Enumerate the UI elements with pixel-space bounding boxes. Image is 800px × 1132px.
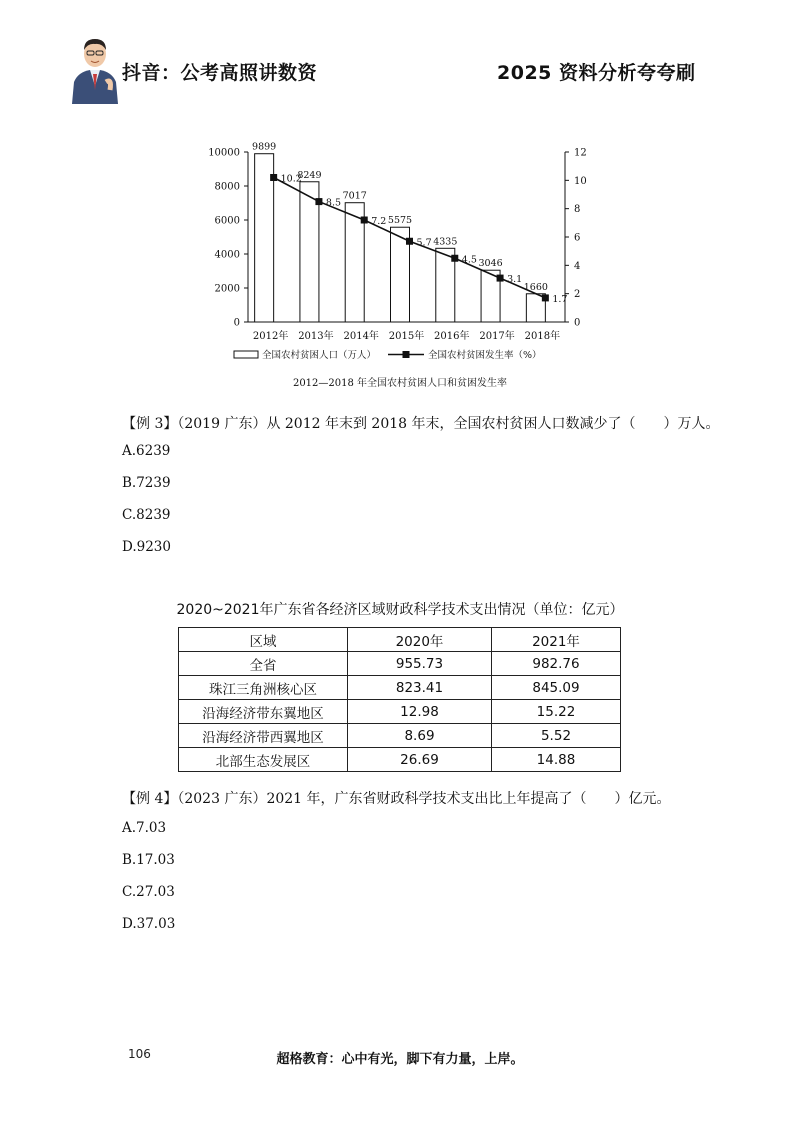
q3-question — [122, 413, 720, 433]
rate-point — [406, 238, 413, 245]
table-cell: 12.98 — [348, 700, 492, 724]
rate-value-label: 1.7 — [552, 293, 568, 305]
x-tick-label: 2013年 — [298, 331, 334, 342]
legend-line-marker — [403, 351, 410, 358]
x-tick-label: 2012年 — [252, 331, 289, 342]
chart-title: 2012—2018 年全国农村贫困人口和贫困发生率 — [292, 378, 508, 389]
table-cell: 14.88 — [492, 748, 621, 772]
table-header-cell: 2021年 — [492, 628, 621, 652]
rate-point — [361, 217, 368, 224]
bar-value-label: 9899 — [252, 141, 277, 153]
y-left-tick-label: 0 — [233, 317, 240, 329]
q3-tag: 【例 3】 — [122, 416, 178, 432]
y-left-tick-label: 4000 — [214, 249, 240, 261]
rate-point — [451, 255, 458, 262]
expenditure-table — [178, 627, 621, 772]
rate-value-label: 4.5 — [461, 254, 477, 266]
y-left-tick-label: 2000 — [214, 283, 240, 295]
table-cell: 8.69 — [348, 724, 492, 748]
q3-option-a: A.6239 — [122, 443, 171, 459]
table-cell: 955.73 — [348, 652, 492, 676]
page-number: 106 — [128, 1047, 151, 1061]
table-row — [179, 748, 621, 772]
q3-option-c: C.8239 — [122, 507, 171, 523]
rate-value-label: 7.2 — [371, 216, 387, 227]
q4-option-d: D.37.03 — [122, 916, 176, 932]
x-tick-label: 2018年 — [524, 331, 561, 342]
q4-stem: （2023 广东）2021 年，广东省财政科学技术支出比上年提高了（ ）亿元。 — [177, 791, 671, 807]
y-right-tick-label: 10 — [574, 175, 587, 187]
table-header-cell: 2020年 — [348, 628, 492, 652]
q4-option-a: A.7.03 — [122, 820, 167, 836]
table-title: 2020~2021年广东省各经济区域财政科学技术支出情况（单位：亿元） — [176, 602, 624, 618]
legend-bar-label: 全国农村贫困人口（万人） — [262, 350, 377, 361]
rate-point — [542, 294, 549, 301]
x-tick-label: 2017年 — [479, 331, 515, 342]
q4-option-c: C.27.03 — [122, 884, 175, 900]
table-row — [179, 700, 621, 724]
table-header-row — [179, 628, 621, 652]
bar-value-label: 3046 — [478, 258, 503, 270]
rate-value-label: 5.7 — [416, 237, 432, 249]
q3-option-d: D.9230 — [122, 539, 171, 555]
q4-question — [122, 788, 671, 808]
y-left-tick-label: 6000 — [214, 215, 240, 227]
table-cell: 845.09 — [492, 676, 621, 700]
legend-bar-swatch — [234, 351, 258, 358]
x-tick-label: 2014年 — [343, 331, 379, 342]
bar-value-label: 1660 — [523, 281, 548, 293]
presenter-avatar — [66, 30, 124, 104]
table-cell: 982.76 — [492, 652, 621, 676]
poverty-chart — [190, 138, 610, 393]
y-right-tick-label: 12 — [574, 147, 587, 159]
q3-stem: （2019 广东）从 2012 年末到 2018 年末，全国农村贫困人口数减少了（ ）万人。 — [177, 416, 720, 432]
table-row — [179, 676, 621, 700]
rate-value-label: 10.2 — [280, 173, 302, 185]
header-left-title: 抖音：公考高照讲数资 — [122, 62, 318, 84]
rate-point — [315, 198, 322, 205]
legend-line-label: 全国农村贫困发生率（%） — [428, 350, 542, 361]
bar-value-label: 7017 — [342, 190, 367, 202]
table-cell: 全省 — [179, 652, 348, 676]
table-row — [179, 652, 621, 676]
table-header-cell: 区域 — [179, 628, 348, 652]
rate-value-label: 8.5 — [325, 197, 342, 209]
y-left-tick-label: 8000 — [214, 181, 240, 193]
bar-value-label: 4335 — [433, 236, 458, 248]
y-right-tick-label: 2 — [574, 289, 581, 301]
table-cell: 26.69 — [348, 748, 492, 772]
rate-point — [497, 275, 504, 282]
q3-option-b: B.7239 — [122, 475, 171, 491]
q4-tag: 【例 4】 — [122, 791, 178, 807]
rate-point — [270, 174, 277, 181]
table-row — [179, 724, 621, 748]
bar-value-label: 5575 — [387, 215, 413, 227]
table-cell: 珠江三角洲核心区 — [179, 676, 348, 700]
table-cell: 15.22 — [492, 700, 621, 724]
y-right-tick-label: 8 — [574, 204, 581, 216]
rate-value-label: 3.1 — [507, 274, 523, 286]
q4-option-b: B.17.03 — [122, 852, 175, 868]
table-cell: 北部生态发展区 — [179, 748, 348, 772]
x-tick-label: 2015年 — [388, 331, 425, 342]
y-right-tick-label: 0 — [574, 317, 581, 329]
table-cell: 5.52 — [492, 724, 621, 748]
y-right-tick-label: 6 — [574, 232, 581, 244]
table-cell: 823.41 — [348, 676, 492, 700]
y-left-tick-label: 10000 — [208, 147, 240, 159]
table-cell: 沿海经济带东翼地区 — [179, 700, 348, 724]
y-right-tick-label: 4 — [574, 260, 581, 272]
bar-value-label: 8249 — [297, 169, 322, 181]
footer-slogan: 超格教育：心中有光，脚下有力量，上岸。 — [276, 1052, 524, 1067]
table-cell: 沿海经济带西翼地区 — [179, 724, 348, 748]
header-right-title: 2025 资料分析夸夸刷 — [497, 62, 696, 84]
x-tick-label: 2016年 — [434, 331, 470, 342]
